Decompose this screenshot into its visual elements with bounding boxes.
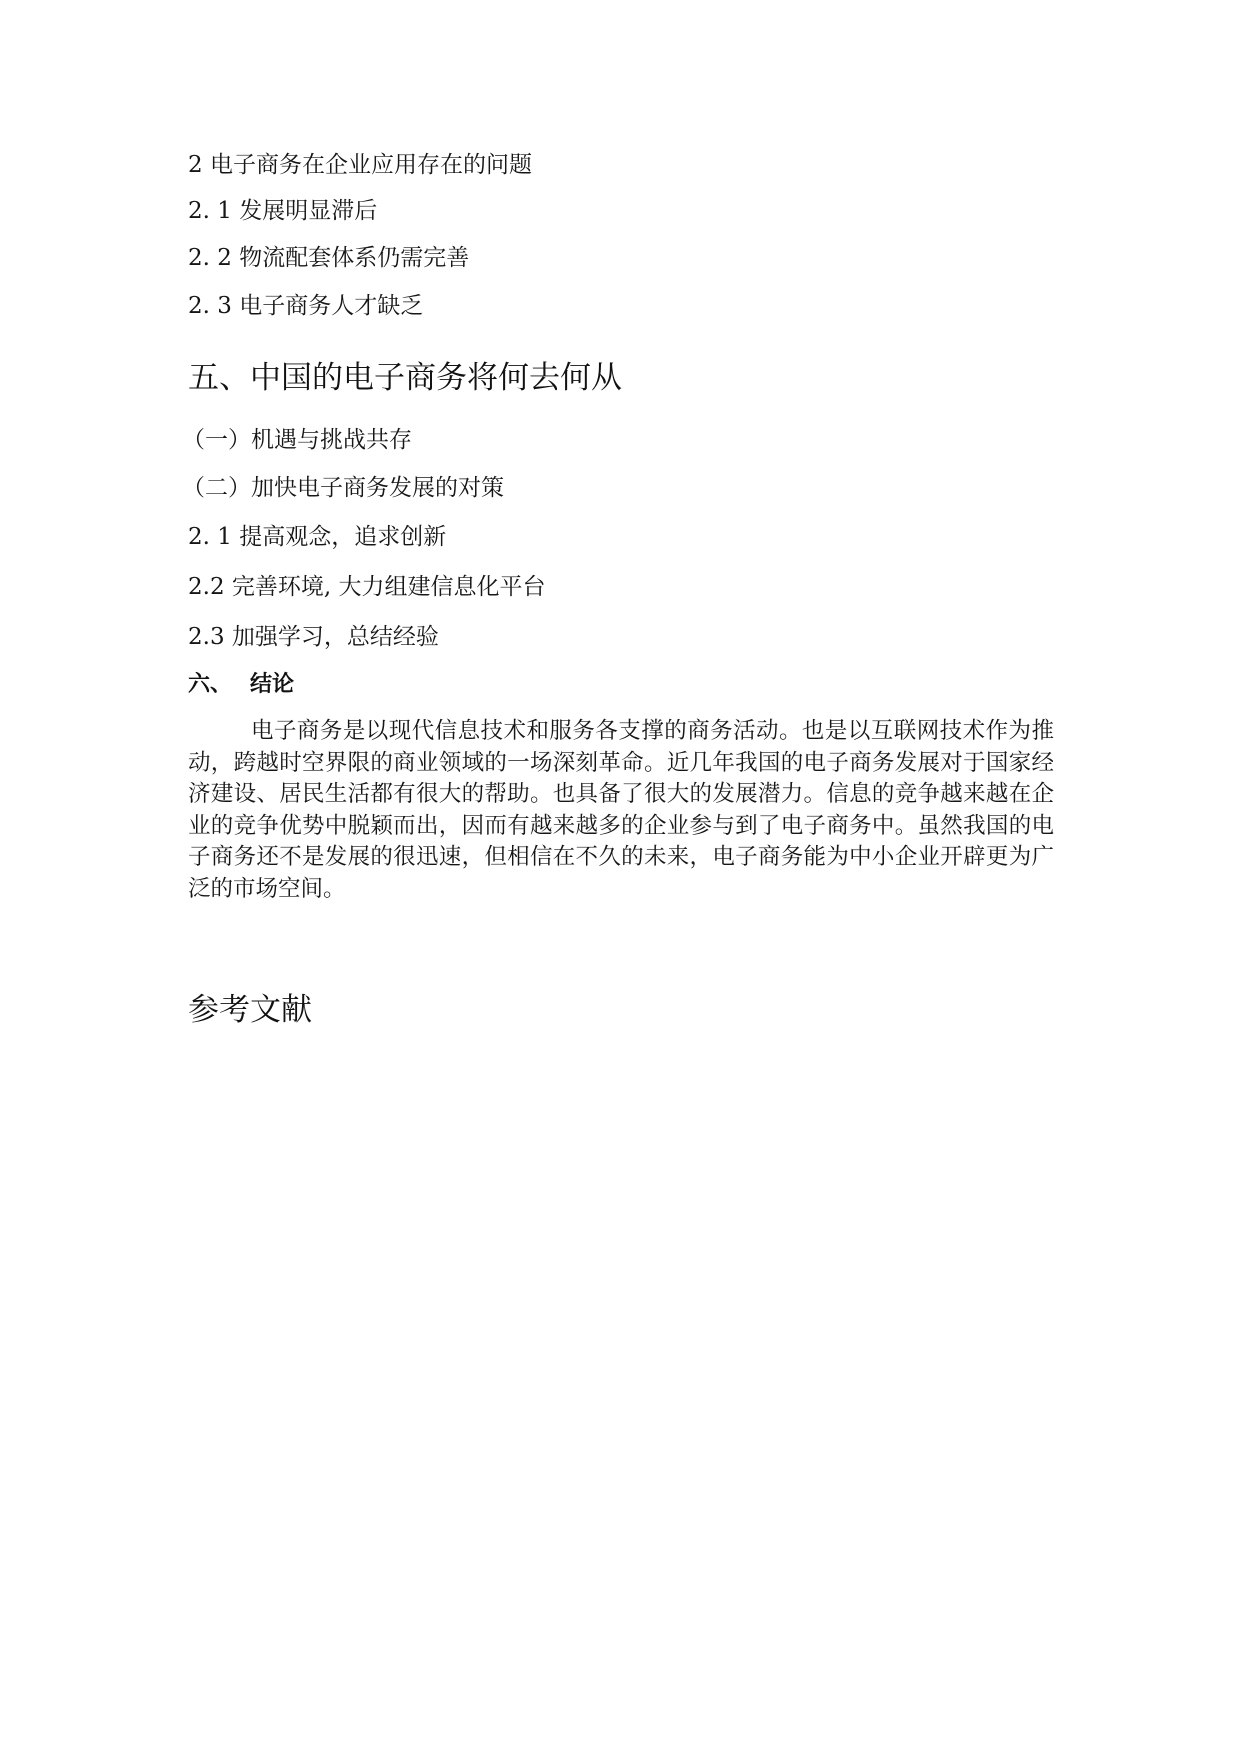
chapter-5-subsection-1: （一）机遇与挑战共存 xyxy=(182,427,412,453)
section-2-1: 2. 1 发展明显滞后 xyxy=(188,198,378,224)
chapter-6-title: 结论 xyxy=(250,672,295,697)
chapter-5-heading: 五、中国的电子商务将何去何从 xyxy=(188,360,622,396)
chapter-6-number: 六、 xyxy=(188,672,233,697)
chapter-6-heading xyxy=(188,670,294,700)
chapter-5-item-3: 2.3 加强学习，总结经验 xyxy=(188,624,439,650)
section-2-title: 2 电子商务在企业应用存在的问题 xyxy=(188,152,532,178)
section-2-3: 2. 3 电子商务人才缺乏 xyxy=(188,293,424,319)
conclusion-paragraph: 电子商务是以现代信息技术和服务各支撑的商务活动。也是以互联网技术作为推动，跨越时空界限的商业领域的一场深刻革命。近几年我国的电子商务发展对于国家经济建设、居民生活都有很大的帮助。也具备了很大的发展潜力。信息的竞争越来越在企业的竞争优势中脱颖而出，因而有越来越多的企业参与到了电子商务中。虽然我国的电子商务还不是发展的很迅速，但相信在不久的未来，电子商务能为中小企业开辟更为广泛的市场空间。 xyxy=(188,718,1054,902)
section-2-2: 2. 2 物流配套体系仍需完善 xyxy=(188,245,470,271)
references-heading: 参考文献 xyxy=(188,992,312,1028)
chapter-5-item-1: 2. 1 提高观念，追求创新 xyxy=(188,524,447,550)
chapter-5-subsection-2: （二）加快电子商务发展的对策 xyxy=(182,475,504,501)
chapter-5-item-2: 2.2 完善环境, 大力组建信息化平台 xyxy=(188,574,546,600)
